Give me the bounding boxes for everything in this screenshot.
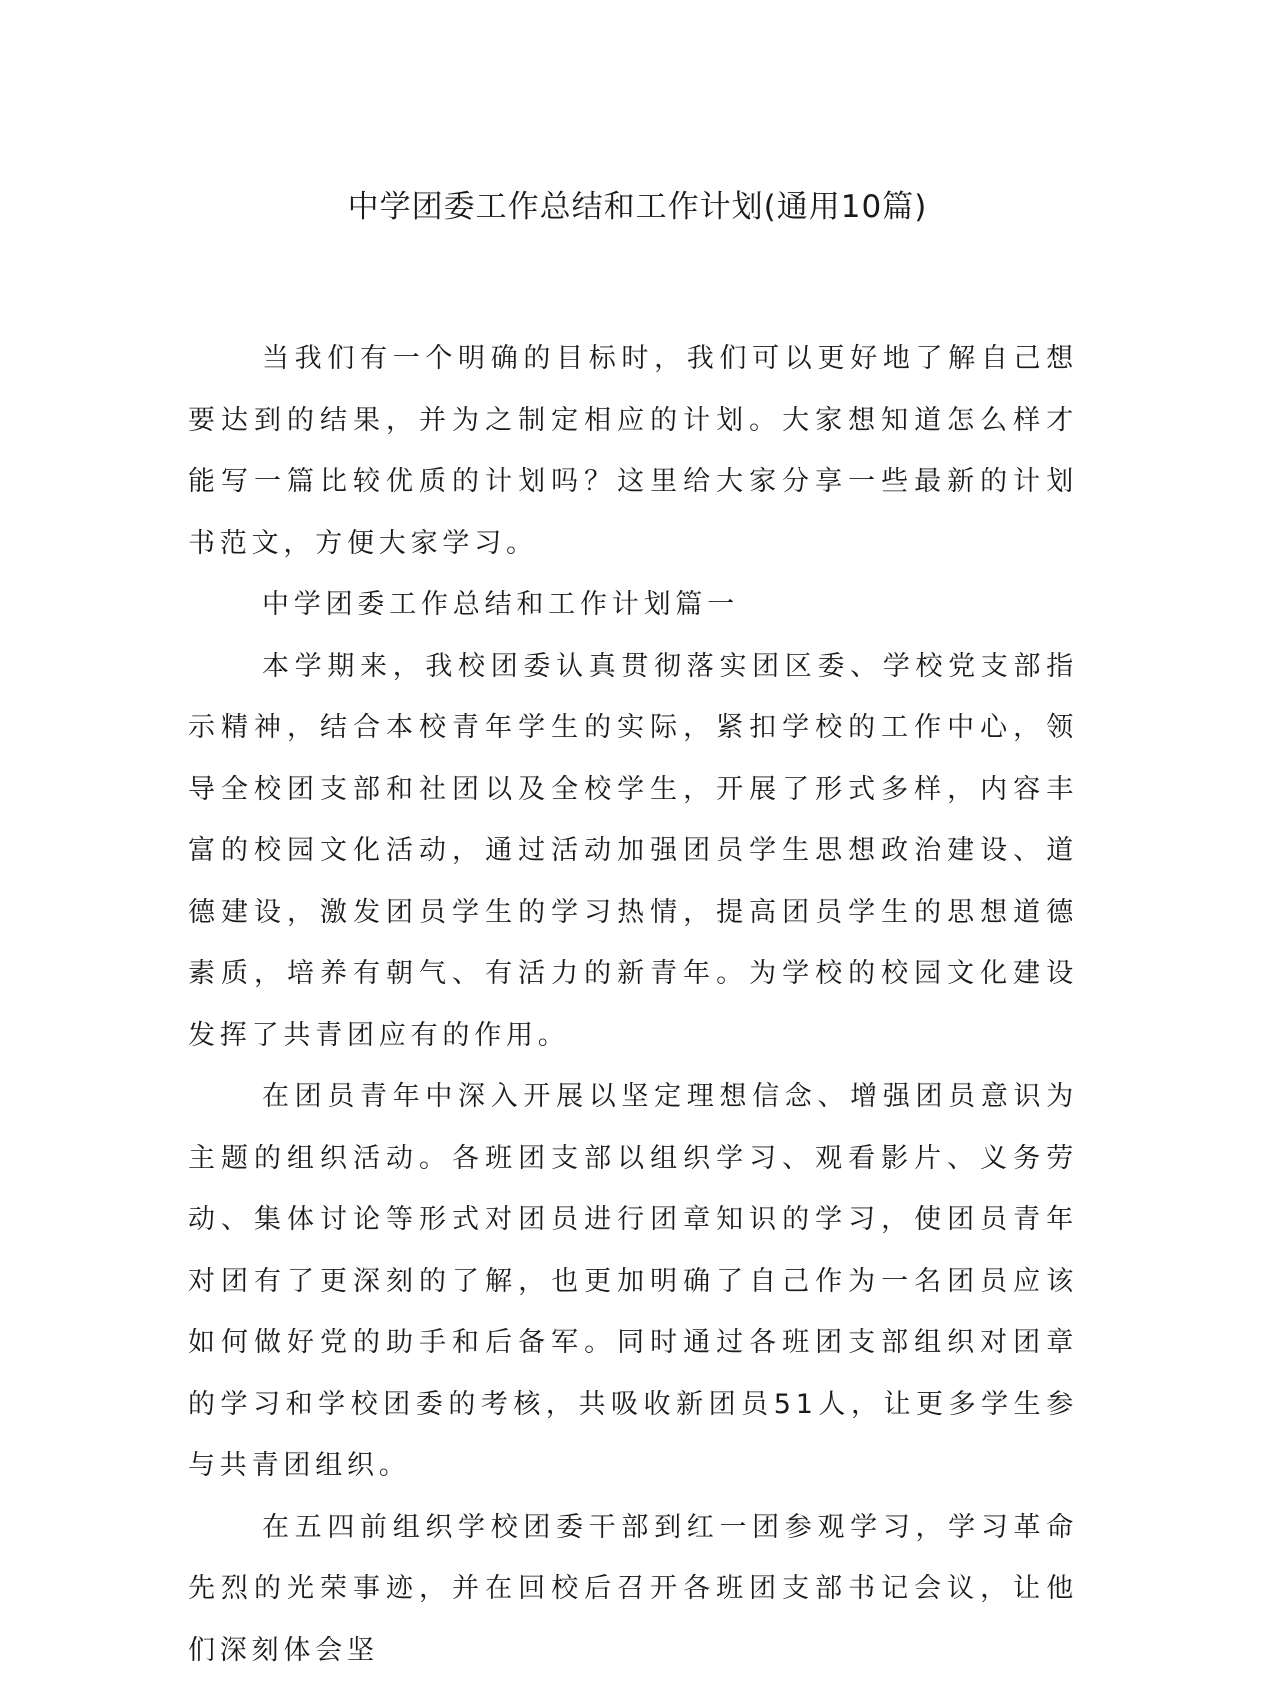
document-title: 中学团委工作总结和工作计划(通用10篇) <box>0 183 1275 231</box>
intro-paragraph: 当我们有一个明确的目标时，我们可以更好地了解自己想要达到的结果，并为之制定相应的计划。大家想知道怎么样才能写一篇比较优质的计划吗？这里给大家分享一些最新的计划书范文，方便大家学习。 <box>188 328 1078 574</box>
body-paragraph: 在团员青年中深入开展以坚定理想信念、增强团员意识为主题的组织活动。各班团支部以组织学习、观看影片、义务劳动、集体讨论等形式对团员进行团章知识的学习，使团员青年对团有了更深刻的了解，也更加明确了自己作为一名团员应该如何做好党的助手和后备军。同时通过各班团支部组织对团章的学习和学校团委的考核，共吸收新团员51人，让更多学生参与共青团组织。 <box>188 1066 1078 1497</box>
document-body <box>188 328 1078 1681</box>
body-paragraph: 在五四前组织学校团委干部到红一团参观学习，学习革命先烈的光荣事迹，并在回校后召开各班团支部书记会议，让他们深刻体会坚 <box>188 1497 1078 1681</box>
body-paragraph: 本学期来，我校团委认真贯彻落实团区委、学校党支部指示精神，结合本校青年学生的实际，紧扣学校的工作中心，领导全校团支部和社团以及全校学生，开展了形式多样，内容丰富的校园文化活动，通过活动加强团员学生思想政治建设、道德建设，激发团员学生的学习热情，提高团员学生的思想道德素质，培养有朝气、有活力的新青年。为学校的校园文化建设发挥了共青团应有的作用。 <box>188 636 1078 1067</box>
section-heading: 中学团委工作总结和工作计划篇一 <box>188 574 1078 636</box>
